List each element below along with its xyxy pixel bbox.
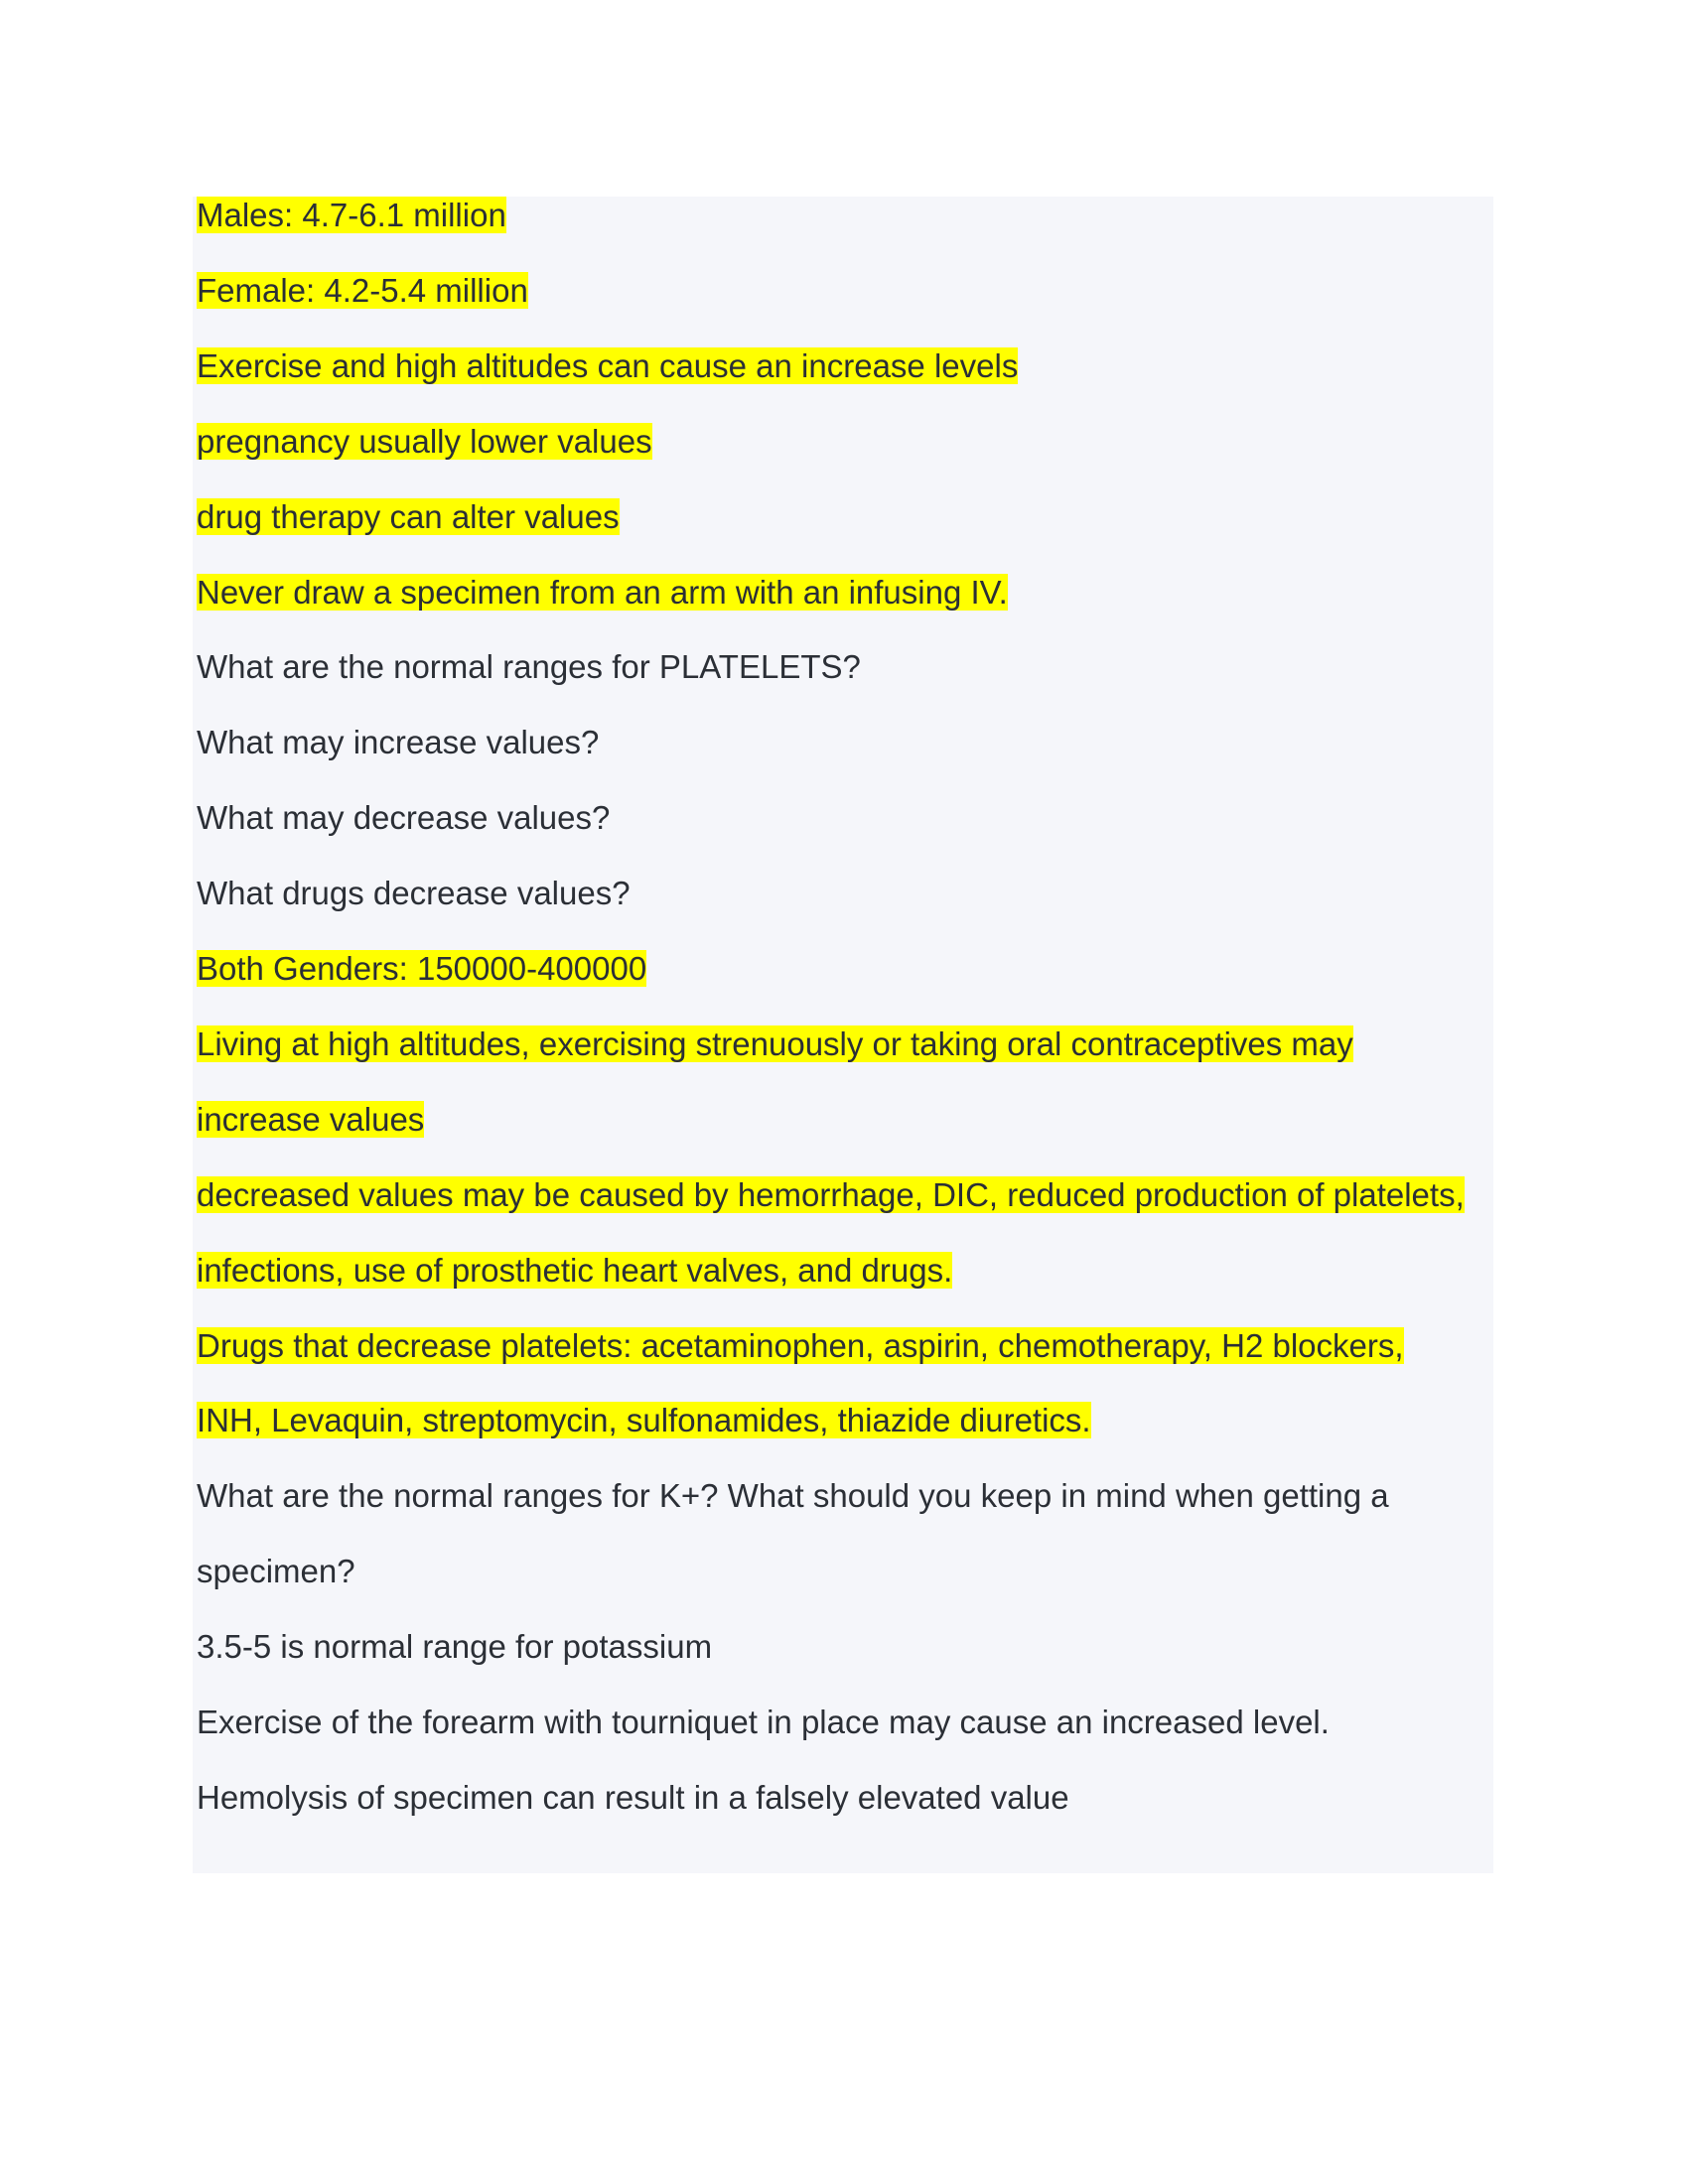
highlighted-text-line (197, 574, 1008, 612)
text-line (197, 1628, 712, 1666)
highlighted-text-line (197, 950, 646, 988)
text-line (197, 724, 599, 761)
highlighted-text-line (197, 197, 506, 234)
line-text: pregnancy usually lower values (197, 422, 652, 460)
line-text: What are the normal ranges for PLATELETS? (197, 648, 861, 686)
line-text: Hemolysis of specimen can result in a falsely elevated value (197, 1778, 1069, 1816)
text-line (197, 1553, 355, 1590)
text-line (197, 875, 631, 912)
highlighted-text-line (197, 347, 1018, 385)
line-text: 3.5-5 is normal range for potassium (197, 1628, 713, 1666)
line-text: Female: 4.2-5.4 million (197, 271, 528, 309)
line-text: What may increase values? (197, 724, 600, 761)
text-line (197, 799, 610, 837)
line-text: What drugs decrease values? (197, 875, 631, 912)
highlighted-text-line (197, 1025, 1353, 1063)
line-text: increase values (197, 1100, 425, 1138)
highlighted-text-line (197, 1252, 952, 1290)
line-text: Living at high altitudes, exercising strenuously or taking oral contraceptives may (197, 1024, 1353, 1062)
line-text: What are the normal ranges for K+? What should you keep in mind when getting a (197, 1477, 1389, 1515)
highlighted-text-line (197, 1402, 1091, 1439)
line-text: drug therapy can alter values (197, 497, 620, 535)
text-line (197, 1477, 1389, 1515)
line-text: Both Genders: 150000-400000 (197, 950, 647, 987)
highlighted-text-line (197, 1327, 1404, 1365)
line-text: specimen? (197, 1553, 355, 1590)
line-text: INH, Levaquin, streptomycin, sulfonamides, thiazide diuretics. (197, 1402, 1091, 1439)
line-text: infections, use of prosthetic heart valves, and drugs. (197, 1251, 953, 1289)
line-text: decreased values may be caused by hemorrhage, DIC, reduced production of platelets, (197, 1175, 1465, 1213)
highlighted-text-line (197, 498, 620, 536)
line-text: Drugs that decrease platelets: acetaminophen, aspirin, chemotherapy, H2 blockers, (197, 1326, 1404, 1364)
text-line (197, 648, 861, 686)
highlighted-text-line (197, 1176, 1465, 1214)
highlighted-text-line (197, 1101, 424, 1139)
line-text: Males: 4.7-6.1 million (197, 197, 506, 233)
text-line (197, 1779, 1069, 1817)
line-text: Exercise of the forearm with tourniquet in place may cause an increased level. (197, 1704, 1330, 1740)
line-text: Never draw a specimen from an arm with an infusing IV. (197, 573, 1008, 611)
highlighted-text-line (197, 272, 528, 310)
line-text: Exercise and high altitudes can cause an increase levels (197, 346, 1019, 384)
highlighted-text-line (197, 423, 652, 461)
text-line (197, 1704, 1330, 1741)
line-text: What may decrease values? (197, 799, 611, 837)
